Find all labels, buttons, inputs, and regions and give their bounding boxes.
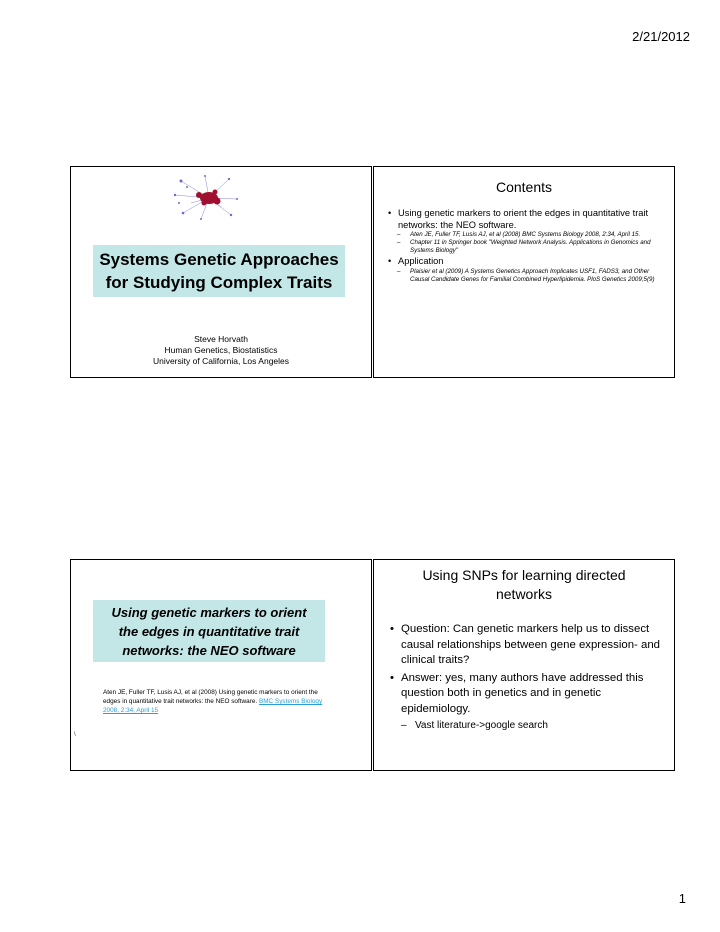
- sub-bullet-text: Aten JE, Fuller TF, Lusis AJ, et al (2008) BMC Systems Biology 2008, 2:34, April 15.: [410, 231, 641, 238]
- dash-icon: –: [397, 239, 401, 246]
- slide-title-line: networks: the NEO software: [122, 643, 296, 658]
- bullet-text: Application: [398, 256, 444, 266]
- slide-title-line: Using genetic markers to orient: [111, 605, 307, 620]
- network-graph-image: [171, 173, 241, 223]
- bullet-icon: •: [390, 623, 394, 635]
- author-name: Steve Horvath: [194, 334, 248, 344]
- citation-text: Aten JE, Fuller TF, Lusis AJ, et al (2008) Using genetic markers to orient the edges in quantitative trait networks: the NEO software.: [103, 689, 318, 705]
- slide-title-box: [93, 245, 345, 297]
- stray-mark: \: [74, 732, 76, 738]
- slide-heading: [374, 566, 674, 604]
- dash-icon: –: [397, 231, 401, 238]
- citation-link[interactable]: BMC Systems Biology 2008, 2:34, April 15: [103, 698, 323, 714]
- sub-bullet-item: [390, 719, 664, 733]
- slide-contents: [373, 166, 675, 378]
- sub-bullet-item: [388, 231, 666, 239]
- slide-snps: [373, 559, 675, 771]
- slide-title-line: for Studying Complex Traits: [105, 273, 333, 292]
- author-block: [71, 334, 371, 367]
- citation: [103, 688, 335, 715]
- dash-icon: –: [401, 720, 407, 731]
- author-affiliation: University of California, Los Angeles: [152, 356, 290, 366]
- bullet-text: Using genetic markers to orient the edges in quantitative trait networks: the NEO software.: [398, 208, 649, 230]
- page-date: 2/21/2012: [632, 29, 690, 44]
- page-number: 1: [678, 891, 686, 906]
- bullet-list: [388, 208, 666, 284]
- bullet-text: Question: Can genetic markers help us to dissect causal relationships between gene expression- and clinical traits?: [401, 623, 660, 666]
- sub-bullet-text: Plaisier et al (2009) A Systems Genetics Approach Implicates USF1, FADS3, and Other Causal Candidate Genes for Familial Combined Hyperlipidemia. PloS Genetics 2009;5(9): [410, 267, 655, 283]
- slide-title-line: Systems Genetic Approaches: [99, 250, 339, 269]
- bullet-item: [388, 208, 666, 231]
- bullet-icon: •: [390, 671, 394, 684]
- bullet-item: [388, 256, 666, 268]
- sub-bullet-item: [388, 239, 666, 255]
- slide-title: [70, 166, 372, 378]
- bullet-text: Answer: yes, many authors have addressed this question both in genetics and in genetic epidemiology.: [401, 671, 644, 715]
- sub-bullet-item: [388, 268, 666, 284]
- bullet-item: [390, 622, 664, 669]
- bullet-icon: •: [388, 256, 392, 266]
- bullet-icon: •: [388, 208, 392, 218]
- slide-heading: Contents: [495, 179, 553, 195]
- bullet-item: [390, 671, 664, 718]
- slide-title-box: [93, 600, 325, 662]
- author-affiliation: Human Genetics, Biostatistics: [164, 345, 278, 355]
- slide-neo: [70, 559, 372, 771]
- bullet-list: [390, 622, 664, 733]
- slide-title-line: the edges in quantitative trait: [118, 624, 300, 639]
- slide-heading-line: networks: [495, 586, 553, 602]
- slide-heading-line: Using SNPs for learning directed: [422, 567, 626, 583]
- dash-icon: –: [397, 267, 401, 275]
- sub-bullet-text: Chapter 11 in Springer book "Weighted Network Analysis. Applications in Genomics and Systems Biology": [410, 239, 651, 254]
- sub-bullet-text: Vast literature->google search: [415, 720, 548, 731]
